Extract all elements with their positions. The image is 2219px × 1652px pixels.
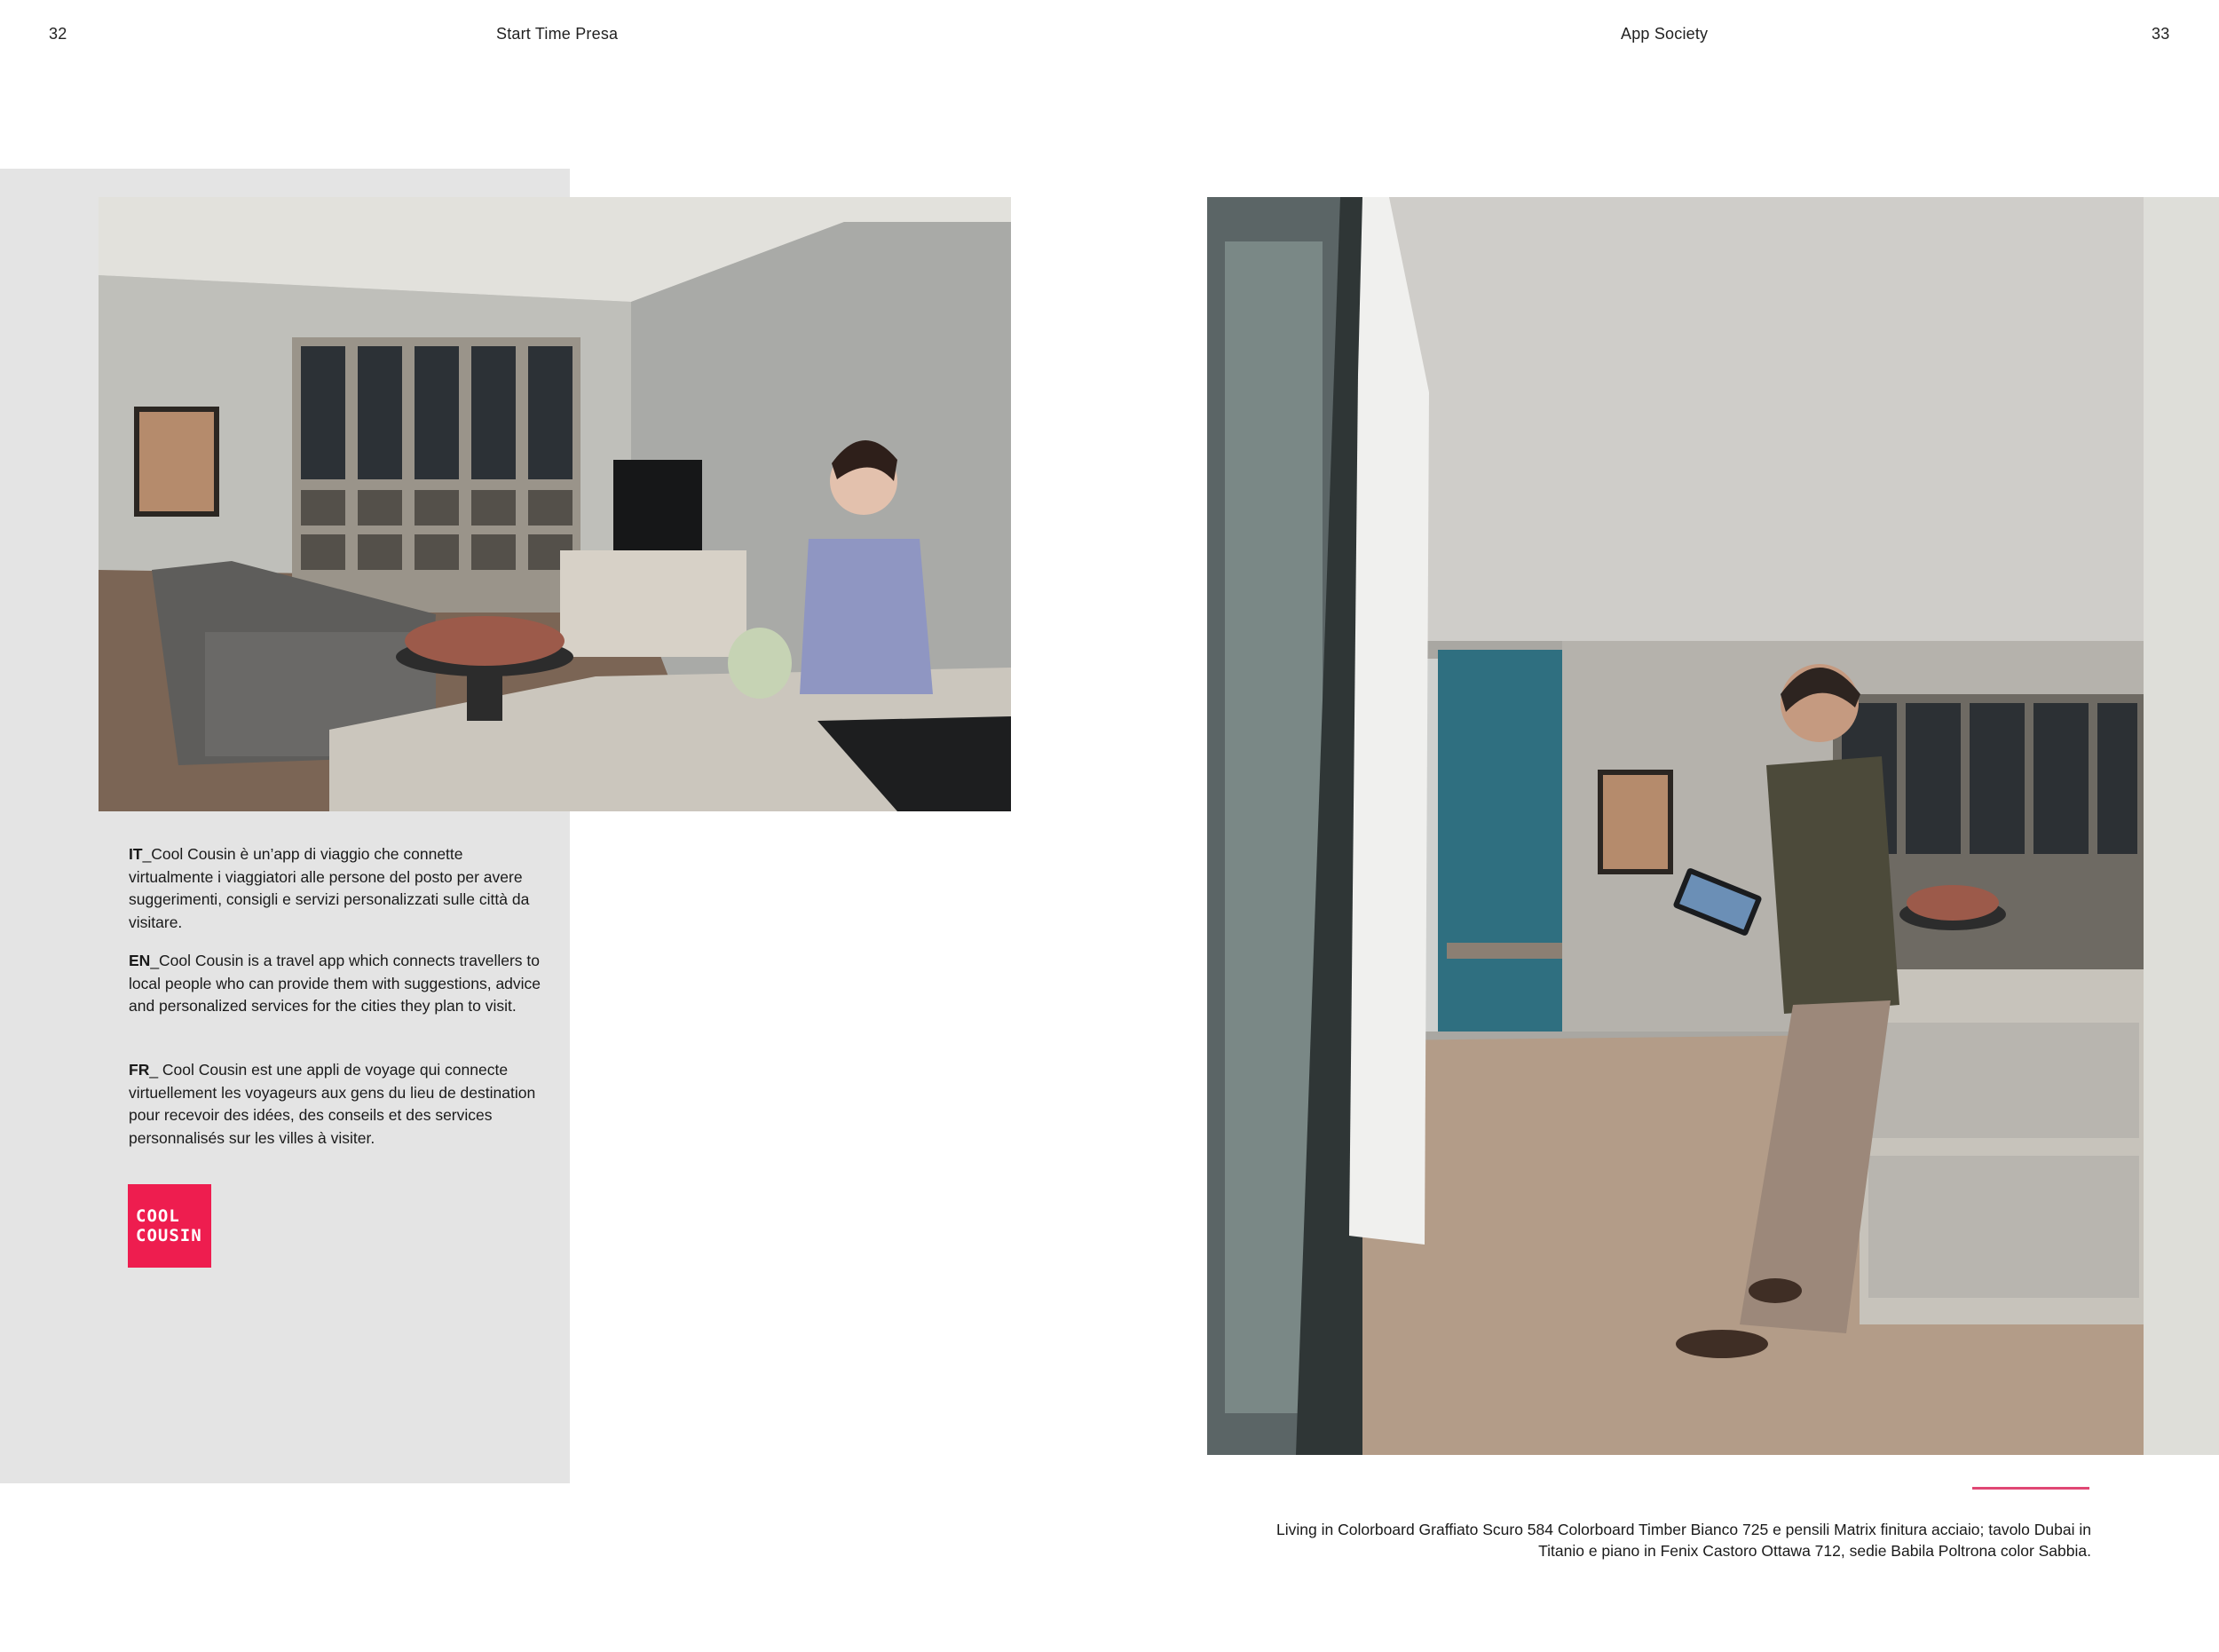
label-it: IT	[129, 845, 143, 863]
label-en: EN	[129, 952, 151, 969]
photo-caption	[1207, 1519, 2091, 1561]
paragraph-english	[129, 950, 541, 1018]
living-room-photo	[1207, 197, 2219, 1455]
left-page-number: 32	[49, 25, 67, 43]
cool-cousin-logo	[128, 1184, 211, 1268]
body-fr: _ Cool Cousin est une appli de voyage qui connecte virtuellement les voyageurs aux gens du lieu de destination pour recevoir des idées, des conseils et des services personnalisés sur les villes à visiter.	[129, 1061, 536, 1147]
kitchen-photo	[99, 197, 1011, 811]
right-section-title: App Society	[1621, 25, 1709, 43]
caption-line-2: Titanio e piano in Fenix Castoro Ottawa 712, sedie Babila Poltrona color Sabbia.	[1538, 1542, 2091, 1560]
logo-line-2: COUSIN	[136, 1226, 202, 1245]
caption-accent-rule	[1972, 1487, 2089, 1490]
label-fr: FR	[129, 1061, 150, 1079]
logo-line-1: COOL	[136, 1206, 180, 1226]
body-it: _Cool Cousin è un’app di viaggio che connette virtualmente i viaggiatori alle persone del posto per avere suggerimenti, consigli e servizi personalizzati sulle città da visitare.	[129, 845, 530, 931]
right-page-number: 33	[2152, 25, 2170, 43]
paragraph-italian	[129, 843, 541, 934]
paragraph-french	[129, 1059, 541, 1150]
caption-line-1: Living in Colorboard Graffiato Scuro 584 Colorboard Timber Bianco 725 e pensili Matrix finitura acciaio; tavolo Dubai in	[1276, 1521, 2091, 1538]
left-section-title: Start Time Presa	[496, 25, 619, 43]
body-en: _Cool Cousin is a travel app which connects travellers to local people who can provide them with suggestions, advice and personalized services for the cities they plan to visit.	[129, 952, 541, 1015]
